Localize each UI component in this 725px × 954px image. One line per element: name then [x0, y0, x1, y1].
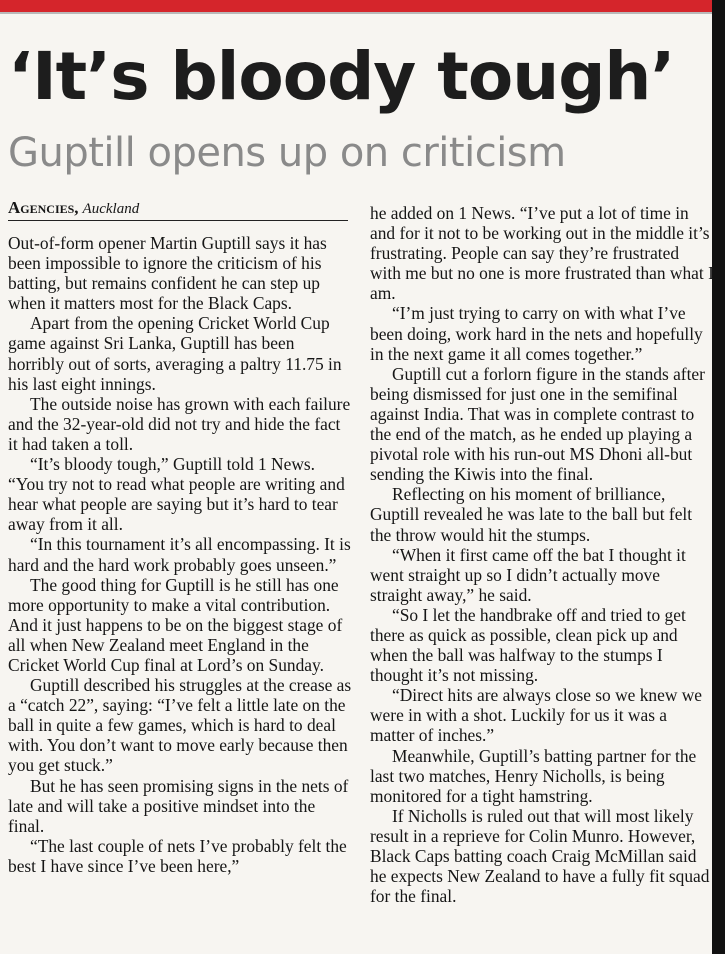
byline-divider: [8, 220, 348, 221]
paragraph: “Direct hits are always close so we knew we were in with a shot. Luckily for us it was a matter of inches.”: [370, 685, 703, 746]
paragraph: Guptill described his struggles at the crease as a “catch 22”, saying: “I’ve felt a little late on the ball in quite a few games, which is hard to deal with. You don’t want to move early because then you get stuck.”: [8, 675, 352, 776]
article-column-right: [370, 203, 714, 906]
paragraph: But he has seen promising signs in the nets of late and will take a positive mindset into the final.: [8, 775, 349, 836]
paragraph: Guptill cut a forlorn figure in the stands after being dismissed for just one in the semifinal against India. That was in complete contrast to the end of the match, as he ended up playing a pivotal role with his run-out MS Dhoni all-but sending the Kiwis into the final.: [370, 363, 705, 485]
paragraph: If Nicholls is ruled out that will most likely result in a reprieve for Colin Munro. However, Black Caps batting coach Craig McMillan said he expects New Zealand to have a fully fit squad for the final.: [370, 805, 710, 907]
paragraph: Apart from the opening Cricket World Cup game against Sri Lanka, Guptill has been horribly out of sorts, averaging a paltry 11.75 in his last eight innings.: [8, 313, 342, 394]
byline: [8, 198, 139, 218]
paragraph: Out-of-form opener Martin Guptill says it has been impossible to ignore the criticism of his batting, but remains confident he can step up when it matters most for the Black Caps.: [8, 233, 327, 314]
paragraph: The good thing for Guptill is he still has one more opportunity to make a vital contribution. And it just happens to be on the biggest stage of all when New Zealand meet England in the Cricket World Cup final at Lord’s on Sunday.: [8, 574, 343, 675]
paragraph: “So I let the handbrake off and tried to get there as quick as possible, clean pick up and when the ball was halfway to the stumps I thought it’s not missing.: [370, 604, 686, 686]
paragraph: Reflecting on his moment of brilliance, Guptill revealed he was late to the ball but felt the throw would hit the stumps.: [370, 484, 693, 545]
byline-location: Auckland: [82, 201, 140, 217]
paragraph: “The last couple of nets I’ve probably felt the best I have since I’ve been here,”: [8, 835, 347, 876]
top-divider: [0, 12, 712, 14]
paragraph: “I’m just trying to carry on with what I’ve been doing, work hard in the nets and hopefully in the next game it all comes together.”: [370, 303, 703, 364]
paragraph: “When it first came off the bat I thought it went straight up so I didn’t actually move straight away,” he said.: [370, 544, 686, 605]
top-accent-rule: [0, 0, 712, 12]
article-column-left: [8, 233, 352, 876]
paragraph: “In this tournament it’s all encompassing. It is hard and the hard work probably goes unseen.”: [8, 534, 351, 575]
headline: ‘It’s bloody tough’: [8, 38, 675, 115]
paragraph: “It’s bloody tough,” Guptill told 1 News. “You try not to read what people are writing and hear what people are saying but it’s hard to tear away from it all.: [8, 454, 345, 535]
paragraph: he added on 1 News. “I’ve put a lot of time in and for it not to be working out in the middle it’s frustrating. People can say they’re frustrated with me but no one is more frustrated than what I am.: [370, 203, 714, 304]
paragraph: The outside noise has grown with each failure and the 32-year-old did not try and hide the fact it had taken a toll.: [8, 393, 351, 454]
subheadline: Guptill opens up on criticism: [8, 130, 566, 176]
byline-source: Agencies,: [8, 198, 79, 217]
paragraph: Meanwhile, Guptill’s batting partner for the last two matches, Henry Nicholls, is being monitored for a tight hamstring.: [370, 745, 697, 806]
